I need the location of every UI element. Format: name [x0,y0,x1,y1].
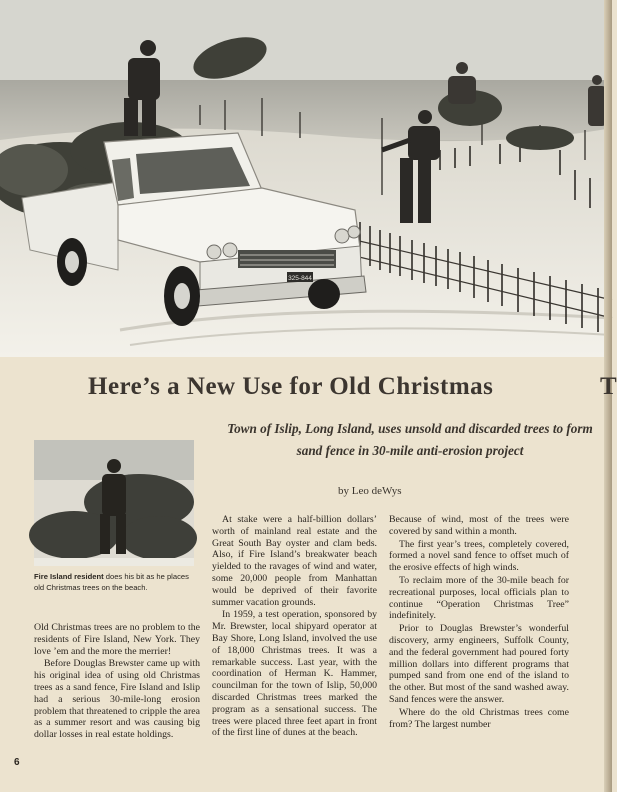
caption-lead: Fire Island resident [34,572,104,581]
caption-text: does his bit as he places old Christmas trees on the beach. [34,572,189,592]
inset-photo-art [34,440,194,566]
body-column-3 [389,514,569,730]
body-column-1 [34,622,200,741]
page-number: 6 [14,757,20,768]
inset-photo [34,440,194,566]
paragraph: Where do the old Christmas trees come from? The largest number [389,706,569,730]
photo-caption [34,572,198,593]
hero-photo-art [0,0,612,357]
paragraph: Prior to Douglas Brewster’s wonderful discovery, army engineers, Suffolk County, and the federal government had poured forty million dollars into different programs that pumped sand from one end of the island to the other. But most of the sand washed away. Sand fences were the answer. [389,623,569,705]
article-deck: Town of Islip, Long Island, uses unsold and discarded trees to form sand fence in 30-mile anti-erosion project [227,421,593,458]
body-column-2 [212,514,377,739]
article-byline: by Leo deWys [338,485,402,497]
hero-photo [0,0,612,357]
paragraph: The first year’s trees, completely covered, formed a novel sand fence to offset much of the erosive effects of high winds. [389,538,569,574]
paragraph: To reclaim more of the 30-mile beach for recreational purposes, local officials plan to continue “Operation Christmas Tree” indefinitely. [389,574,569,622]
paragraph: At stake were a half-billion dollars’ worth of mainland real estate and the Great South Bay oyster and clam beds. Also, if Fire Island’s breakwater beach yielded to the ravages of wind and water, some 20,000 people from Manhattan would be deprived of their favorite summer vacation grounds. [212,514,377,608]
paragraph: Because of wind, most of the trees were covered by sand within a month. [389,514,569,537]
article-headline: Here’s a New Use for Old Christmas [88,373,494,400]
license-plate: 325-844 [288,275,312,282]
paragraph: Before Douglas Brewster came up with his original idea of using old Christmas trees as a sand fence, Fire Island and Islip had a serious 30-mile-long erosion problem that threatened to cripple the area as a summer resort and was causing big dollar losses in real estate holdings. [34,658,200,741]
paragraph: In 1959, a test operation, sponsored by Mr. Brewster, local shipyard operator at Bay Shore, Long Island, involved the use of 18,000 Christmas trees. It was a remarkable success. Last year, with the coordination of Herman K. Hammer, councilman for the town of Islip, 50,000 discarded Christmas trees marked the program as a sensational success. The trees were placed three feet apart in front of the first line of dunes at the beach. [212,609,377,739]
paragraph: Old Christmas trees are no problem to the residents of Fire Island, New York. They love ’em and the more the merrier! [34,622,200,657]
next-page-letter: T [600,373,617,400]
